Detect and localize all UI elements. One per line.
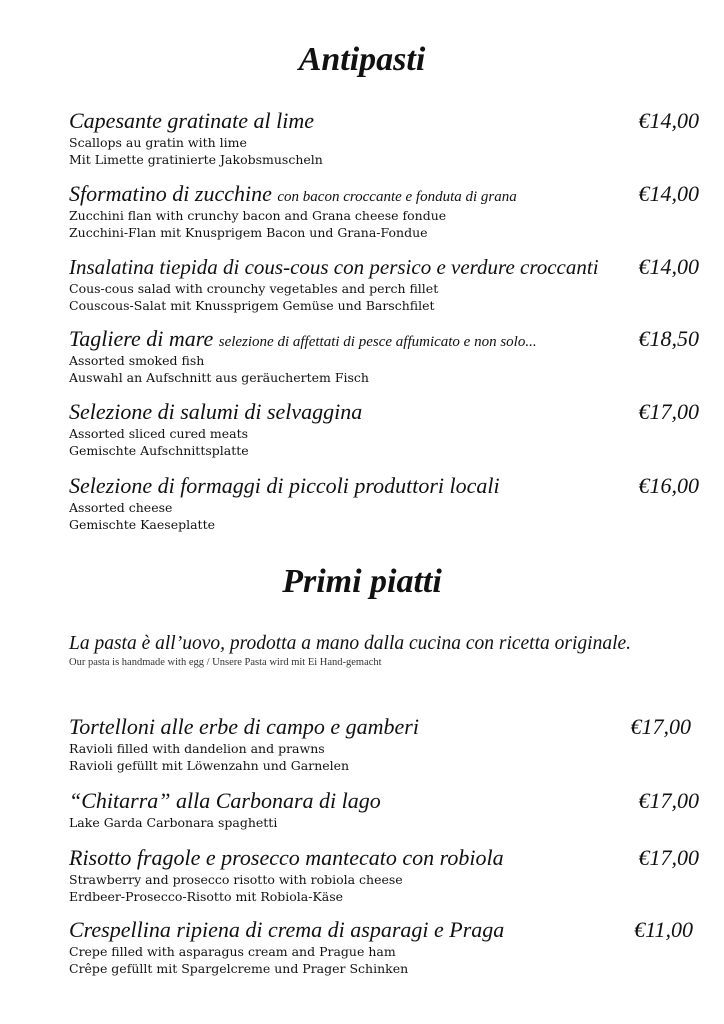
item-desc-de: Mit Limette gratinierte Jakobsmuscheln <box>69 152 323 167</box>
item-desc-de: Gemischte Kaeseplatte <box>69 517 215 532</box>
item-desc-en: Assorted cheese <box>69 500 173 515</box>
menu-item <box>69 845 699 905</box>
item-price: €16,00 <box>638 473 699 498</box>
item-desc-en: Assorted sliced cured meats <box>69 426 249 441</box>
item-desc-en: Cous-cous salad with crounchy vegetables and perch fillet <box>69 281 439 296</box>
item-desc-en: Strawberry and prosecco risotto with robiola cheese <box>69 872 403 887</box>
item-desc-de: Ravioli gefüllt mit Löwenzahn und Garnelen <box>69 758 350 773</box>
menu-item <box>69 399 699 459</box>
item-desc-en: Lake Garda Carbonara spaghetti <box>69 815 278 830</box>
antipasti-title: Antipasti <box>298 41 426 78</box>
item-name: Selezione di salumi di selvaggina <box>69 399 363 424</box>
item-name: Capesante gratinate al lime <box>69 108 315 133</box>
item-price: €17,00 <box>638 845 699 870</box>
item-name: Crespellina ripiena di crema di asparagi e Praga <box>69 917 505 942</box>
item-desc-en: Crepe filled with asparagus cream and Prague ham <box>69 944 396 959</box>
item-desc-de: Gemischte Aufschnittsplatte <box>69 443 249 458</box>
item-price: €18,50 <box>638 326 699 351</box>
item-name: Risotto fragole e prosecco mantecato con robiola <box>69 845 504 870</box>
item-price: €17,00 <box>630 714 691 739</box>
menu-item <box>69 108 699 168</box>
item-price: €14,00 <box>638 108 699 133</box>
pasta-intro-text: La pasta è all’uovo, prodotta a mano dalla cucina con ricetta originale. <box>69 633 632 654</box>
item-name: Selezione di formaggi di piccoli produttori locali <box>69 473 500 498</box>
item-desc-en: Zucchini flan with crunchy bacon and Grana cheese fondue <box>69 208 447 223</box>
item-price: €14,00 <box>638 254 699 279</box>
item-desc-de: Crêpe gefüllt mit Spargelcreme und Prager Schinken <box>69 961 409 976</box>
menu-item <box>69 254 699 314</box>
item-subtitle: selezione di affettati di pesce affumicato e non solo... <box>218 334 537 350</box>
item-desc-de: Couscous-Salat mit Knussprigem Gemüse und Barschfilet <box>69 298 435 313</box>
pasta-intro-translation: Our pasta is handmade with egg / Unsere Pasta wird mit Ei Hand-gemacht <box>69 657 382 668</box>
item-name: Sformatino di zucchine con bacon croccante e fonduta di grana <box>69 181 517 206</box>
item-name: Tagliere di mare selezione di affettati di pesce affumicato e non solo... <box>69 326 537 351</box>
item-name: Tortelloni alle erbe di campo e gamberi <box>69 714 419 739</box>
item-name: Insalatina tiepida di cous-cous con persico e verdure croccanti <box>69 255 599 279</box>
menu-item <box>69 788 699 831</box>
item-desc-en: Scallops au gratin with lime <box>69 135 247 150</box>
item-desc-en: Ravioli filled with dandelion and prawns <box>69 741 325 756</box>
menu-item <box>69 326 699 386</box>
item-subtitle: con bacon croccante e fonduta di grana <box>277 189 517 205</box>
menu-item <box>69 917 693 977</box>
item-desc-en: Assorted smoked fish <box>69 353 205 368</box>
item-price: €11,00 <box>634 917 693 942</box>
item-price: €17,00 <box>638 788 699 813</box>
menu-item <box>69 181 699 241</box>
item-price: €14,00 <box>638 181 699 206</box>
primi-title: Primi piatti <box>282 563 442 600</box>
item-name: “Chitarra” alla Carbonara di lago <box>69 788 381 813</box>
menu-item <box>69 714 691 774</box>
item-desc-de: Auswahl an Aufschnitt aus geräuchertem Fisch <box>69 370 369 385</box>
item-desc-de: Zucchini-Flan mit Knusprigem Bacon und Grana-Fondue <box>69 225 428 240</box>
pasta-intro <box>69 632 699 669</box>
item-price: €17,00 <box>638 399 699 424</box>
item-desc-de: Erdbeer-Prosecco-Risotto mit Robiola-Käse <box>69 889 344 904</box>
menu-item <box>69 473 699 533</box>
